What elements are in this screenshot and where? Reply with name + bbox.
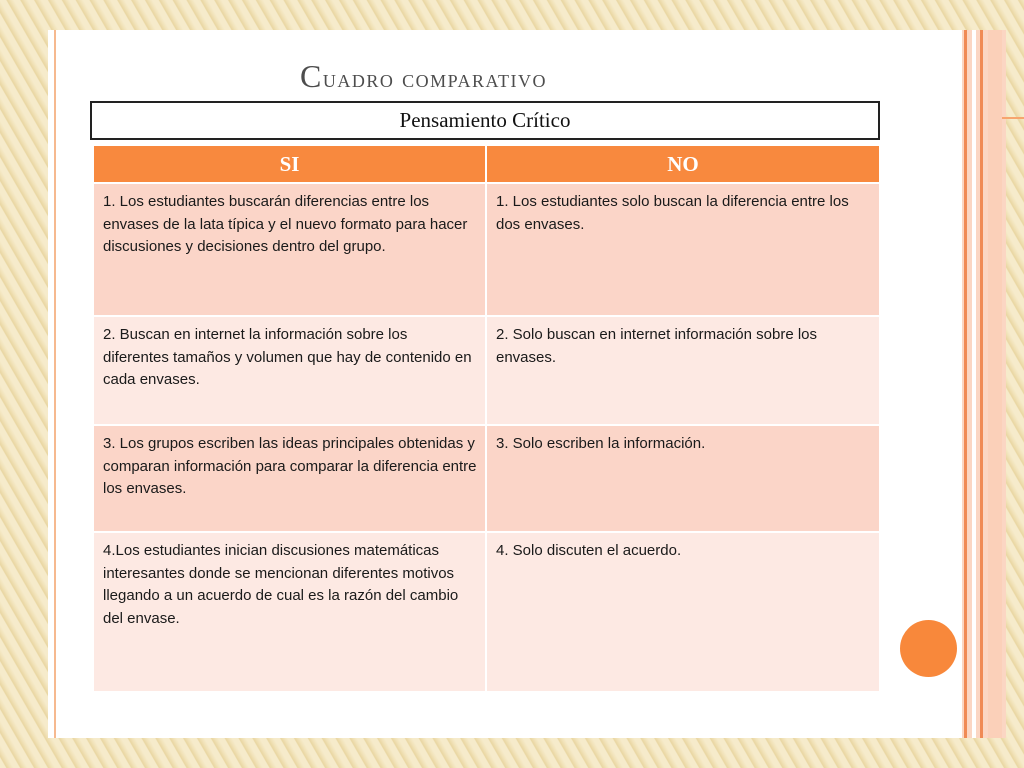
topic-box bbox=[90, 101, 880, 140]
decorative-corner-line bbox=[1002, 117, 1024, 119]
cell-no: 1. Los estudiantes solo buscan la diferencia entre los dos envases. bbox=[486, 183, 879, 316]
cell-no: 2. Solo buscan en internet información sobre los envases. bbox=[486, 316, 879, 425]
comparison-table bbox=[94, 146, 879, 693]
header-no: NO bbox=[486, 146, 879, 183]
orange-circle-icon bbox=[900, 620, 957, 677]
table-row bbox=[94, 532, 879, 692]
table-row bbox=[94, 183, 879, 316]
topic-label: Pensamiento Crítico bbox=[399, 108, 571, 132]
decorative-stripe bbox=[964, 30, 967, 738]
header-si: SI bbox=[94, 146, 486, 183]
slide-title bbox=[300, 58, 680, 96]
cell-no: 3. Solo escriben la información. bbox=[486, 425, 879, 532]
cell-no: 4. Solo discuten el acuerdo. bbox=[486, 532, 879, 692]
decorative-stripe bbox=[972, 30, 976, 738]
table-header-row bbox=[94, 146, 879, 183]
slide-title-rest: uadro comparativo bbox=[322, 66, 547, 93]
cell-si: 1. Los estudiantes buscarán diferencias entre los envases de la lata típica y el nuevo formato para hacer discusiones y decisiones dentro del grupo. bbox=[94, 183, 486, 316]
cell-si: 3. Los grupos escriben las ideas principales obtenidas y comparan información para comparar la diferencia entre los envases. bbox=[94, 425, 486, 532]
decorative-stripe bbox=[988, 30, 1002, 738]
slide-title-initial: C bbox=[300, 58, 323, 94]
cell-si: 4.Los estudiantes inician discusiones matemáticas interesantes donde se mencionan diferentes motivos llegando a un acuerdo de cual es la razón del cambio del envase. bbox=[94, 532, 486, 692]
table-row bbox=[94, 316, 879, 425]
decorative-stripe bbox=[980, 30, 983, 738]
table-row bbox=[94, 425, 879, 532]
slide-left-accent-line bbox=[54, 30, 56, 738]
cell-si: 2. Buscan en internet la información sobre los diferentes tamaños y volumen que hay de contenido en cada envases. bbox=[94, 316, 486, 425]
